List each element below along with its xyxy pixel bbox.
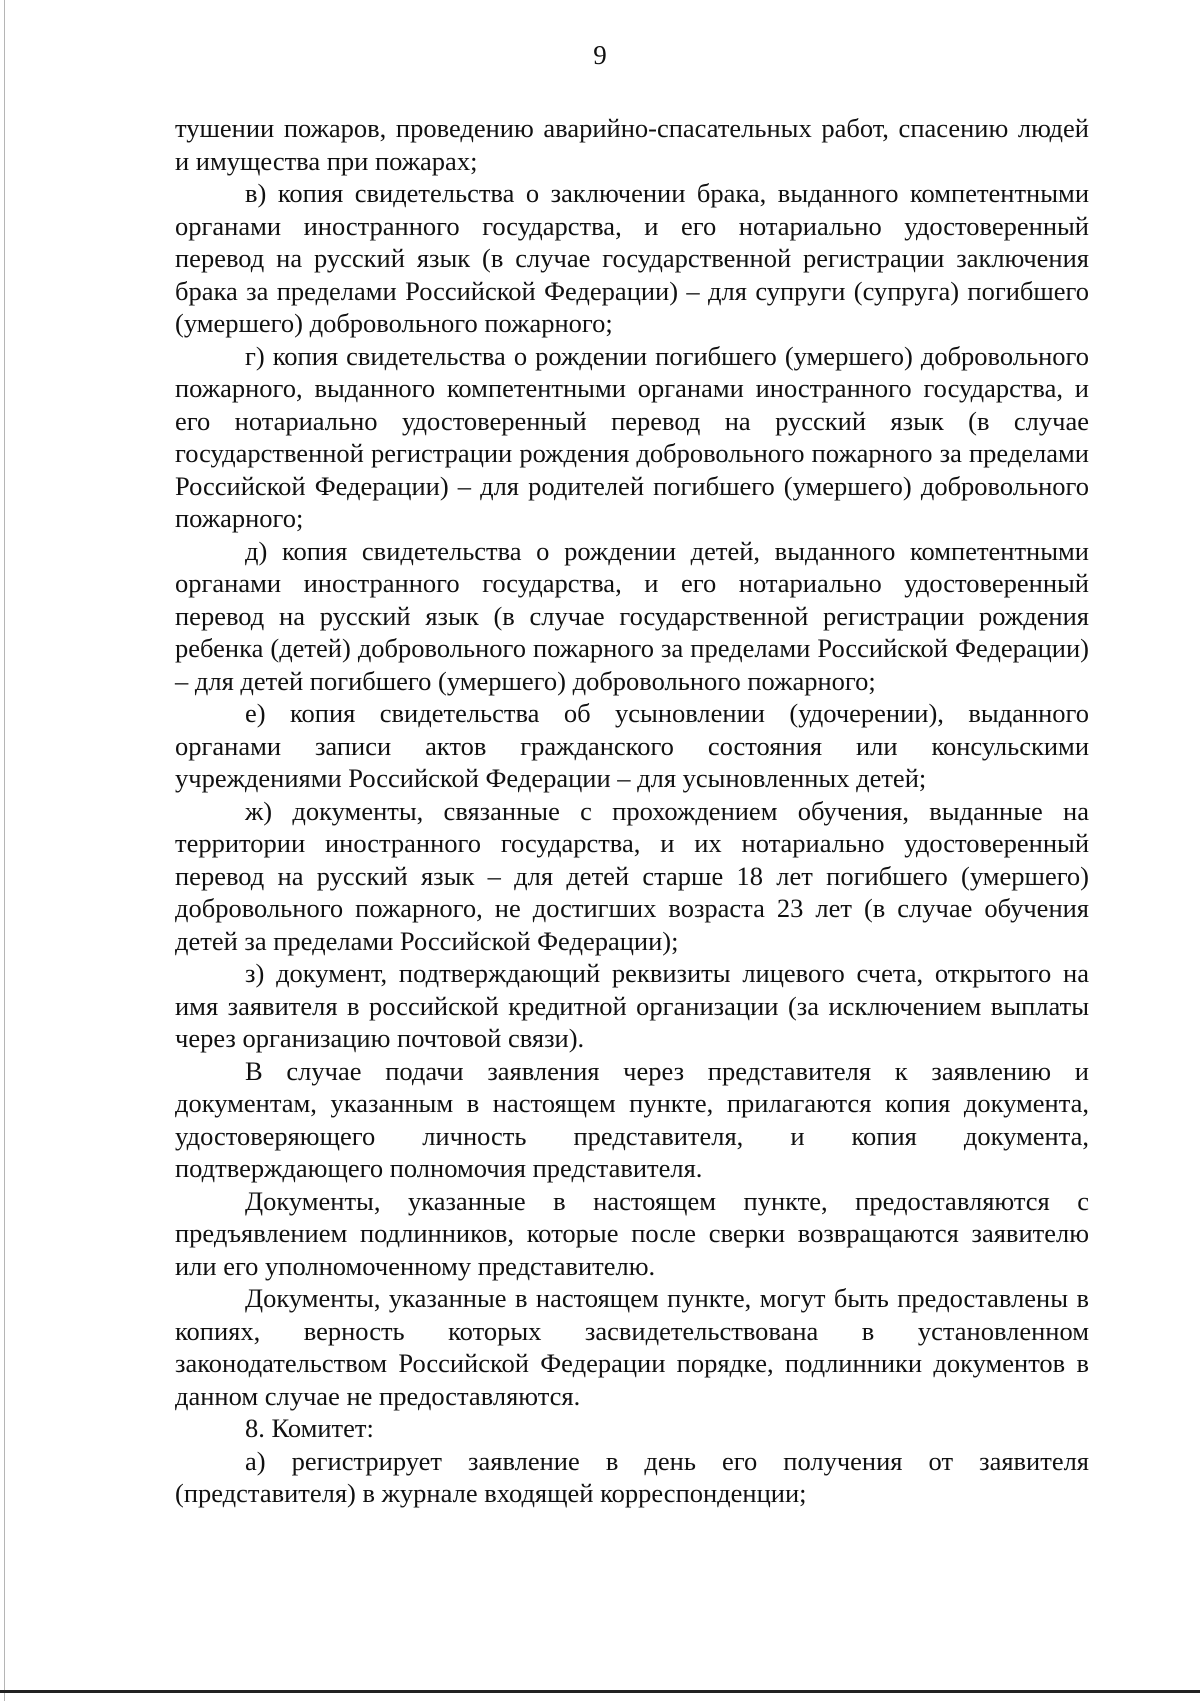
paragraph-item-g: г) копия свидетельства о рождении погибшего (умершего) добровольного пожарного, выданного компетентными органами иностранного государства, и его нотариально удостоверенный перевод на русский язык (в случае государственной регистрации рождения добровольного пожарного за пределами Российской Федерации) – для родителей погибшего (умершего) добровольного пожарного; — [175, 340, 1089, 533]
paragraph-copies: Документы, указанные в настоящем пункте, могут быть предоставлены в копиях, верность которых засвидетельствована в установленном законодательством Российской Федерации порядке, подлинники документов в данном случае не предоставляются. — [175, 1283, 1089, 1411]
section-heading-8: 8. Комитет: — [245, 1413, 374, 1443]
paragraph-item-e: е) копия свидетельства об усыновлении (удочерении), выданного органами записи актов гражданского состояния или консульскими учреждениями Российской Федерации – для усыновленных детей; — [175, 698, 1089, 793]
scan-edge-bottom — [0, 1690, 1200, 1693]
scan-edge-left — [4, 0, 5, 1701]
paragraph-item-v: в) копия свидетельства о заключении брака, выданного компетентными органами иностранного государства, и его нотариально удостоверенный перевод на русский язык (в случае государственной регистрации заключения брака за пределами Российской Федерации) – для супруги (супруга) погибшего (умершего) добровольного пожарного; — [175, 178, 1089, 338]
paragraph-item-zh: ж) документы, связанные с прохождением обучения, выданные на территории иностранного государства, и их нотариально удостоверенный перевод на русский язык – для детей старше 18 лет погибшего (умершего) добровольного пожарного, не достигших возраста 23 лет (в случае обучения детей за пределами Российской Федерации); — [175, 795, 1089, 956]
paragraph-item-z: з) документ, подтверждающий реквизиты лицевого счета, открытого на имя заявителя в российской кредитной организации (за исключением выплаты через организацию почтовой связи). — [175, 958, 1089, 1053]
paragraph-item-a: а) регистрирует заявление в день его получения от заявителя (представителя) в журнале входящей корреспонденции; — [175, 1445, 1089, 1508]
page-number: 9 — [593, 40, 607, 70]
paragraph-representative: В случае подачи заявления через представителя к заявлению и документам, указанным в настоящем пункте, прилагаются копия документа, удостоверяющего личность представителя, и копия документа, подтверждающего полномочия представителя. — [175, 1055, 1089, 1183]
document-body — [175, 112, 1089, 1510]
paragraph-originals: Документы, указанные в настоящем пункте, предоставляются с предъявлением подлинников, которые после сверки возвращаются заявителю или его уполномоченному представителю. — [175, 1185, 1089, 1281]
paragraph-item-d: д) копия свидетельства о рождении детей, выданного компетентными органами иностранного государства, и его нотариально удостоверенный перевод на русский язык (в случае государственной регистрации рождения ребенка (детей) добровольного пожарного за пределами Российской Федерации) – для детей погибшего (умершего) добровольного пожарного; — [175, 535, 1089, 696]
paragraph-continuation: тушении пожаров, проведению аварийно-спасательных работ, спасению людей и имущества при пожарах; — [175, 113, 1089, 176]
